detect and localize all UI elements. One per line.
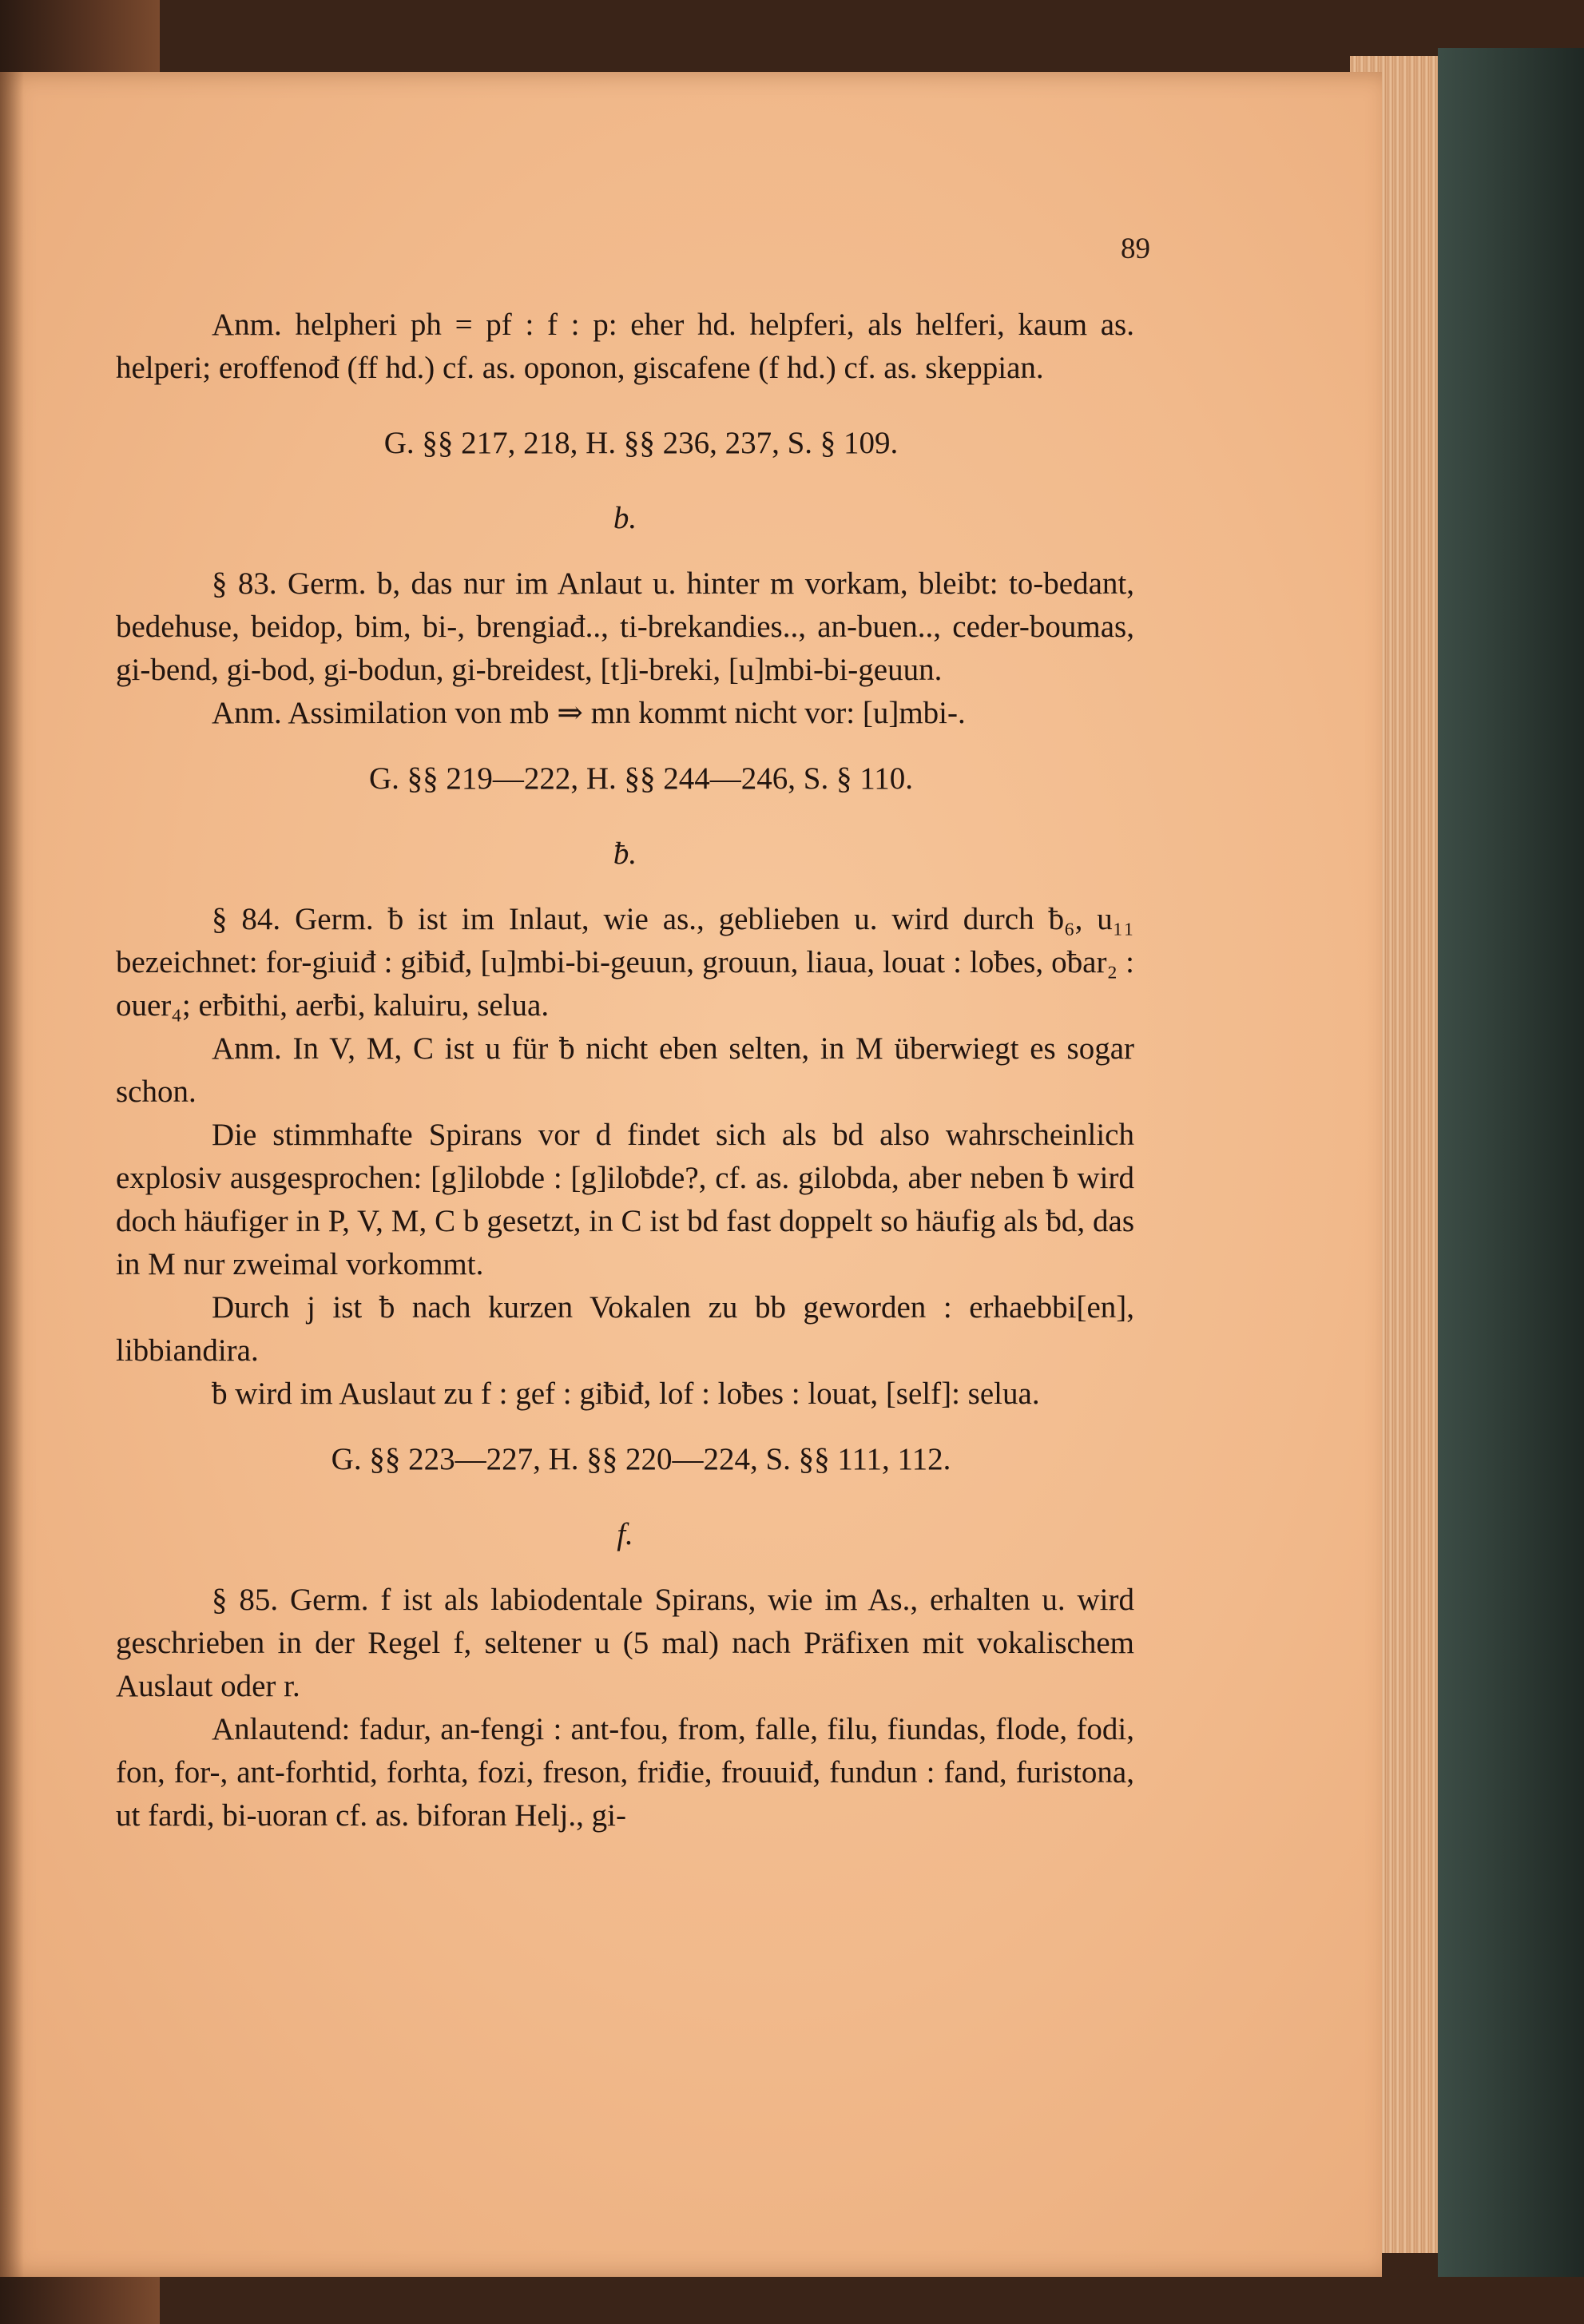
reference-line: G. §§ 219—222, H. §§ 244—246, S. § 110. <box>368 761 914 796</box>
paragraph-auslaut: ƀ wird im Auslaut zu f : gef : giƀiđ, lof : loƀes : louat, [self]: selua. <box>212 1377 1040 1411</box>
reference-line: G. §§ 223—227, H. §§ 220—224, S. §§ 111, 112. <box>331 1442 951 1476</box>
page-text-column <box>116 304 1134 1837</box>
paragraph-stimmhafte-spirans: Die stimmhafte Spirans vor d findet sich als bd also wahrscheinlich explosiv ausgesprochen: [g]ilobde : [g]iloƀde?, cf. as. gilobda, aber neben ƀ wird doch häufiger in P, V, M, C b gesetzt, in C ist bd fast doppelt so häufig als ƀd, das in M nur zweimal vorkommt. <box>116 1118 1134 1281</box>
paragraph-83: § 83. Germ. b, das nur im Anlaut u. hinter m vorkam, bleibt: to-bedant, bedehuse, beidop, bim, bi-, brengiađ.., ti-brekandies.., an-buen.., ceder-boumas, gi-bend, gi-bod, gi-bodun, gi-breidest, [t]i-breki, [u]mbi-bi-geuun. <box>116 566 1134 687</box>
book-cover-right <box>1438 48 1584 2277</box>
page-number: 89 <box>1121 232 1150 265</box>
section-heading-b: b. <box>613 501 637 535</box>
paragraph-anlautend: Anlautend: fadur, an-fengi : ant-fou, from, falle, filu, fiundas, flode, fodi, fon, for-, ant-forhtid, forhta, fozi, freson, friđie, frouuiđ, fundun : fand, furistona, ut fardi, bi-uoran cf. as. biforan Helj., gi- <box>116 1712 1134 1833</box>
paragraph-84: § 84. Germ. ƀ ist im Inlaut, wie as., geblieben u. wird durch ƀ₆, u₁₁ bezeichnet: for-giuiđ : giƀiđ, [u]mbi-bi-geuun, grouun, liaua, louat : loƀes, oƀar₂ : ouer₄; erƀithi, aerƀi, kaluiru, selua. <box>116 902 1134 1023</box>
anmerkung-assimilation: Anm. Assimilation von mb ⇒ mn kommt nicht vor: [u]mbi-. <box>212 696 966 730</box>
anmerkung-vmc: Anm. In V, M, C ist u für ƀ nicht eben selten, in M überwiegt es sogar schon. <box>116 1031 1134 1109</box>
section-heading-f: f. <box>617 1517 633 1551</box>
paragraph-85: § 85. Germ. f ist als labiodentale Spirans, wie im As., erhalten u. wird geschrieben in der Regel f, seltener u (5 mal) nach Präfixen mit vokalischem Auslaut oder r. <box>116 1583 1134 1703</box>
paragraph-durch-j: Durch j ist ƀ nach kurzen Vokalen zu bb geworden : erhaebbi[en], libbiandira. <box>116 1290 1134 1368</box>
reference-line: G. §§ 217, 218, H. §§ 236, 237, S. § 109. <box>383 426 899 460</box>
anmerkung-helpheri: Anm. helpheri ph = pf : f : p: eher hd. helpferi, als helferi, kaum as. helperi; eroffenođ (ff hd.) cf. as. oponon, giscafene (f hd.) cf. as. skeppian. <box>116 308 1134 385</box>
section-heading-b-bar: ƀ. <box>613 836 637 871</box>
